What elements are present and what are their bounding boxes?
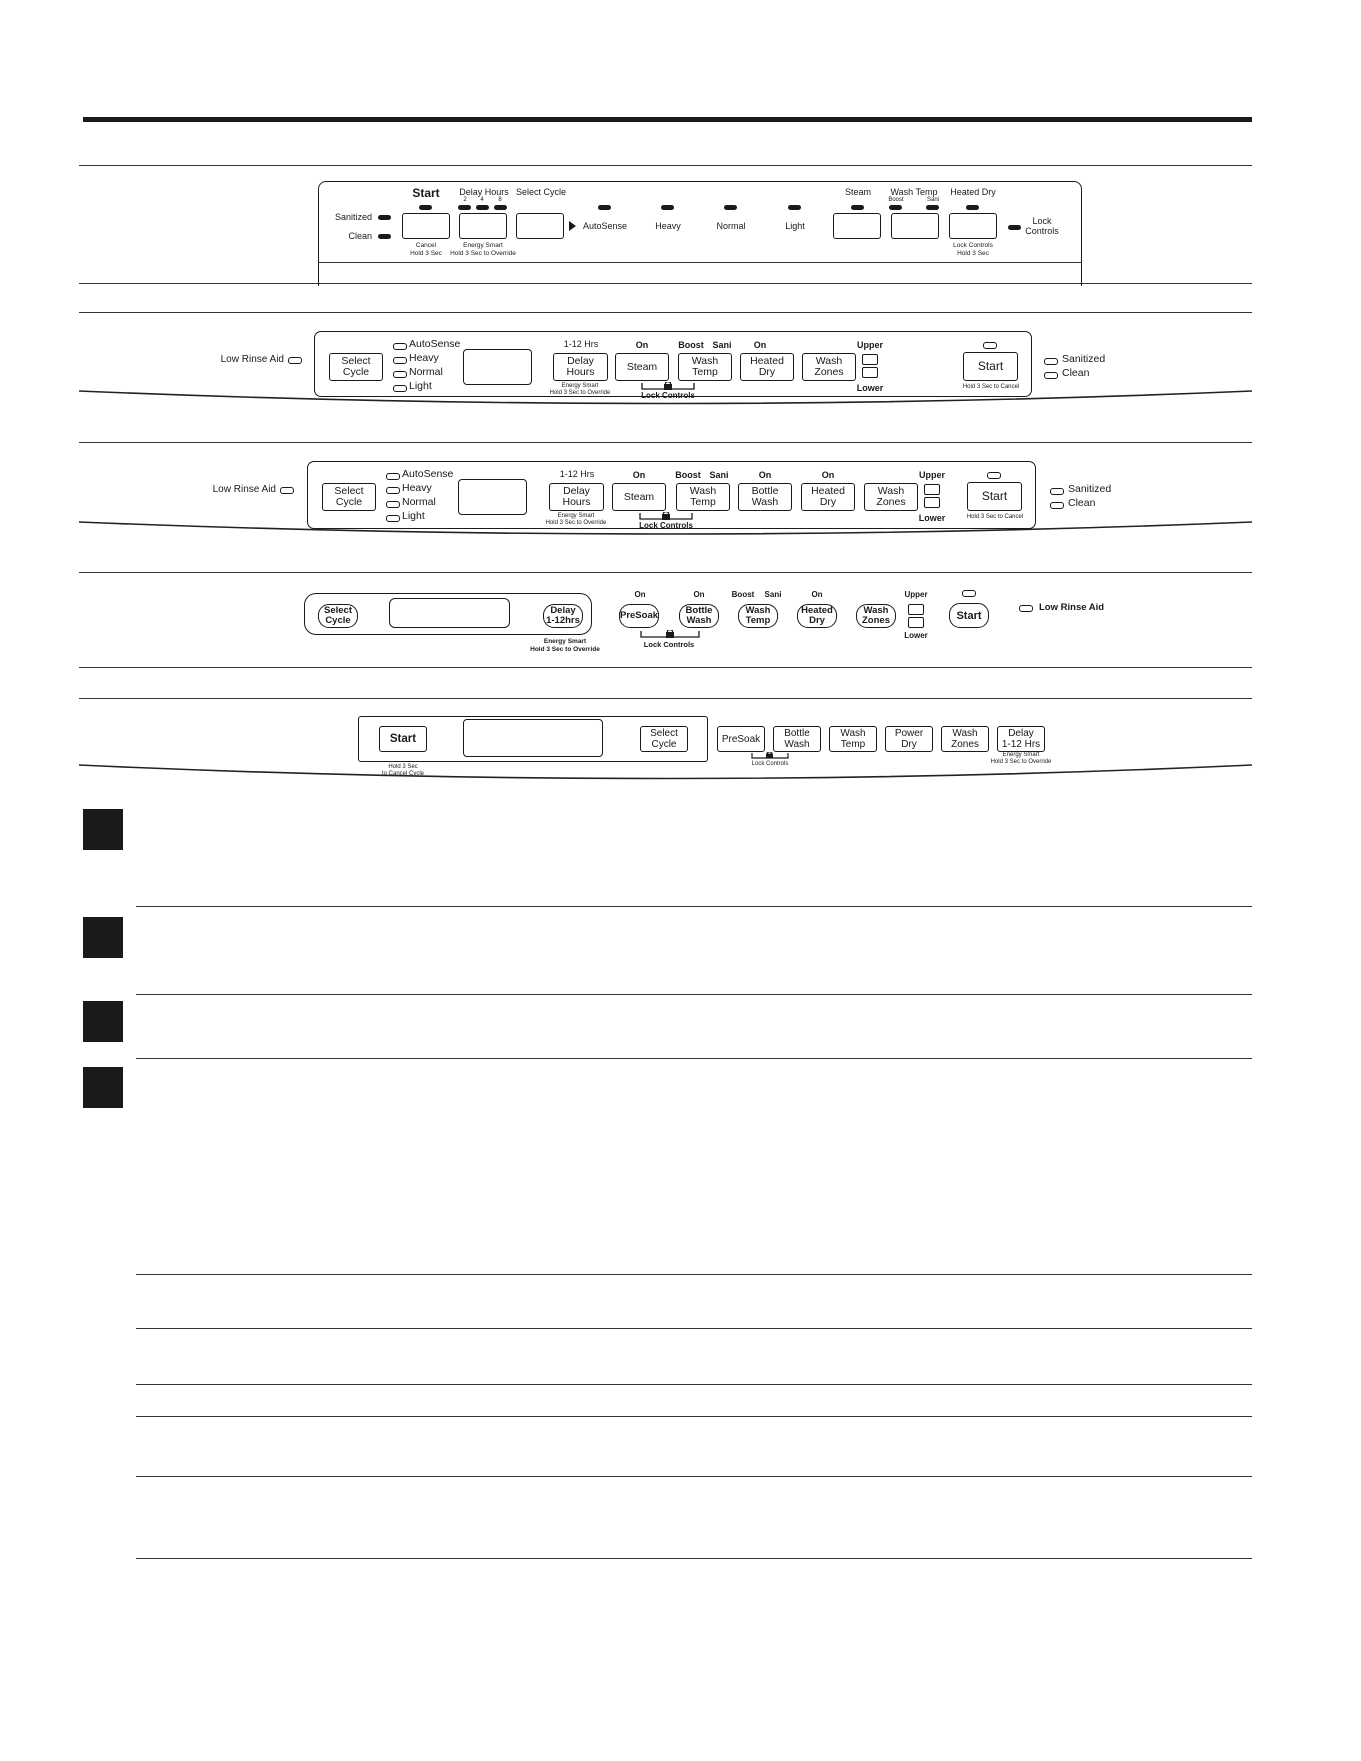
heavy-led: [393, 357, 407, 364]
wash-zones-line2: Zones: [951, 739, 979, 750]
sanitized-label: Sanitized: [1062, 353, 1106, 365]
delay-led-4: [476, 205, 489, 210]
upper-zone-box: [908, 604, 924, 615]
sanitized-led: [1044, 358, 1058, 365]
normal-led: [393, 371, 407, 378]
heated-dry-on-label: On: [811, 590, 823, 599]
delay-line1: Delay: [550, 605, 576, 616]
boost-label: Boost: [731, 590, 755, 599]
delay-line2: 1-12hrs: [546, 615, 580, 626]
heated-dry-button[interactable]: [797, 604, 837, 628]
wash-zones-line1: Wash: [877, 485, 905, 497]
wash-zones-line1: Wash: [952, 728, 978, 739]
normal-label: Normal: [409, 366, 443, 378]
delay-line2: Hours: [566, 366, 595, 378]
wash-zones-line1: Wash: [815, 355, 843, 367]
presoak-text: PreSoak: [721, 733, 761, 745]
lower-label: Lower: [918, 513, 946, 523]
delay-hours-button[interactable]: [549, 483, 604, 511]
presoak-on-label: On: [634, 590, 646, 599]
energy-hint-line1: Energy Smart: [1002, 752, 1040, 758]
autosense-led: [393, 343, 407, 350]
zone-indicator: [862, 354, 878, 378]
select-cycle-line2: Cycle: [325, 615, 351, 626]
sanitized-led: [378, 215, 391, 220]
presoak-text: PreSoak: [619, 610, 659, 621]
heated-dry-led: [966, 205, 979, 210]
delay-hours-label: Delay Hours: [459, 187, 509, 197]
display-window: [463, 349, 532, 385]
select-cycle-button[interactable]: [318, 604, 358, 628]
steam-on-label: On: [632, 470, 646, 480]
start-button[interactable]: [402, 213, 450, 239]
wash-temp-line2: Temp: [745, 615, 771, 626]
autosense-led: [598, 205, 611, 210]
steam-button[interactable]: [612, 483, 666, 511]
delay-button[interactable]: [997, 726, 1045, 752]
lower-zone-box: [862, 367, 878, 378]
hold-cancel-hint: [368, 764, 438, 778]
presoak-button[interactable]: [717, 726, 765, 752]
lock-controls-label: Lock Controls: [641, 391, 695, 400]
start-label: Start: [412, 186, 440, 200]
start-led: [419, 205, 432, 210]
lockctl-hint-line1: Lock Controls: [953, 242, 993, 249]
upper-label: Upper: [918, 470, 945, 480]
wash-temp-line1: Wash: [745, 605, 771, 616]
bottle-wash-line2: Wash: [751, 496, 779, 508]
wash-temp-line2: Temp: [690, 496, 716, 508]
delay-hours-button[interactable]: [459, 213, 507, 239]
delay-option-8: 8: [498, 197, 502, 203]
boost-led: [889, 205, 902, 210]
select-cycle-button[interactable]: [516, 213, 564, 239]
clean-label: Clean: [1062, 367, 1090, 379]
select-cycle-line2: Cycle: [335, 496, 363, 508]
wash-zones-line2: Zones: [814, 366, 844, 378]
delay-line2: Hours: [562, 496, 591, 508]
zone-indicator: [924, 484, 940, 508]
start-led: [987, 472, 1001, 479]
select-cycle-button[interactable]: [640, 726, 688, 752]
energy-smart-hint: [536, 513, 616, 527]
delay-led-8: [494, 205, 507, 210]
zone-indicator: [908, 604, 924, 628]
steam-on-label: On: [635, 340, 649, 350]
wash-zones-line1: Wash: [863, 605, 889, 616]
cancel-hint-line2: Hold 3 Sec: [410, 249, 442, 257]
autosense-label: AutoSense: [402, 468, 454, 480]
low-rinse-aid-label: Low Rinse Aid: [220, 354, 284, 365]
hold-cancel-line1: Hold 3 Sec: [388, 764, 418, 770]
hold-cancel-hint: Hold 3 Sec to Cancel: [966, 514, 1024, 520]
start-text: Start: [981, 489, 1008, 503]
light-led: [386, 515, 400, 522]
energy-smart-hint: [540, 383, 620, 397]
wash-temp-line1: Wash: [840, 728, 866, 739]
wash-zones-button[interactable]: [802, 353, 856, 381]
panel-inner-line: [319, 262, 1081, 263]
cancel-hint-line1: Cancel: [415, 242, 437, 249]
delay-line1: Delay: [563, 485, 590, 497]
start-led: [962, 590, 976, 597]
sani-label: Sani: [926, 197, 939, 203]
bottle-wash-button[interactable]: [738, 483, 792, 511]
energy-hint-line2: Hold 3 Sec to Override: [530, 645, 600, 653]
wash-zones-line2: Zones: [876, 496, 906, 508]
boost-label: Boost: [678, 340, 704, 350]
select-cycle-label: Select Cycle: [515, 187, 567, 197]
lock-controls-hint: [944, 242, 1002, 257]
start-button[interactable]: [967, 482, 1022, 511]
lock-led: [1008, 225, 1021, 230]
steam-button[interactable]: [833, 213, 881, 239]
autosense-label: AutoSense: [582, 221, 628, 231]
display-window: [458, 479, 527, 515]
heated-dry-line2: Dry: [819, 496, 837, 508]
low-rinse-aid-led: [1019, 605, 1033, 612]
wash-zones-line2: Zones: [862, 615, 890, 626]
bottle-wash-line1: Bottle: [685, 605, 713, 616]
energy-hint-line1: Energy Smart: [543, 638, 587, 645]
clean-led: [378, 234, 391, 239]
wash-temp-line2: Temp: [840, 739, 866, 750]
bottle-wash-line2: Wash: [686, 615, 712, 626]
start-text: Start: [389, 732, 417, 745]
bottle-wash-line1: Bottle: [784, 728, 810, 739]
bottle-wash-button[interactable]: [773, 726, 821, 752]
heated-dry-on-label: On: [821, 470, 835, 480]
sanitized-label: Sanitized: [1068, 483, 1112, 495]
heated-dry-line1: Heated: [750, 355, 784, 367]
lock-controls-label: Lock Controls: [639, 521, 693, 530]
upper-zone-box: [862, 354, 878, 365]
bottle-wash-line1: Bottle: [751, 485, 779, 497]
boost-label: Boost: [888, 197, 904, 203]
normal-led: [724, 205, 737, 210]
wash-temp-button[interactable]: [678, 353, 732, 381]
wash-temp-line2: Temp: [692, 366, 718, 378]
delay-range-label: 1-12 Hrs: [563, 339, 599, 349]
heavy-label: Heavy: [402, 482, 432, 494]
start-button[interactable]: [949, 603, 989, 628]
upper-zone-box: [924, 484, 940, 495]
upper-label: Upper: [856, 340, 883, 350]
wash-temp-button[interactable]: [891, 213, 939, 239]
heavy-label: Heavy: [655, 221, 681, 231]
delay-led-2: [458, 205, 471, 210]
heated-dry-line2: Dry: [758, 366, 776, 378]
delay-line1: Delay: [1008, 728, 1034, 739]
lockctl-hint-line2: Hold 3 Sec: [957, 249, 989, 257]
normal-led: [386, 501, 400, 508]
sanitized-label: Sanitized: [334, 212, 372, 222]
hold-cancel-hint: Hold 3 Sec to Cancel: [962, 384, 1020, 390]
heated-dry-line1: Heated: [801, 605, 833, 616]
delay-option-2: 2: [463, 197, 467, 203]
energy-hint-line1: Energy Smart: [557, 513, 595, 519]
heavy-label: Heavy: [409, 352, 439, 364]
wash-zones-button[interactable]: [864, 483, 918, 511]
light-label: Light: [409, 380, 432, 392]
wash-temp-button[interactable]: [829, 726, 877, 752]
delay-hours-button[interactable]: [553, 353, 608, 381]
delay-option-4: 4: [480, 197, 484, 203]
heated-dry-button[interactable]: [949, 213, 997, 239]
select-cycle-line2: Cycle: [651, 739, 677, 750]
autosense-label: AutoSense: [409, 338, 461, 350]
wash-temp-label: Wash Temp: [890, 187, 938, 197]
heavy-led: [661, 205, 674, 210]
normal-label: Normal: [402, 496, 436, 508]
sani-label: Sani: [712, 340, 732, 350]
energy-smart-hint: [515, 638, 615, 653]
start-button[interactable]: [379, 726, 427, 752]
light-label: Light: [402, 510, 425, 522]
energy-hint-line2: Hold 3 Sec to Override: [450, 249, 516, 257]
heavy-led: [386, 487, 400, 494]
upper-label: Upper: [904, 590, 928, 599]
wash-temp-button[interactable]: [676, 483, 730, 511]
heated-dry-line1: Heated: [811, 485, 845, 497]
energy-hint-line2: Hold 3 Sec to Override: [990, 759, 1052, 765]
low-rinse-aid-label: Low Rinse Aid: [212, 484, 276, 495]
power-dry-line2: Dry: [901, 739, 917, 750]
wash-temp-line1: Wash: [689, 485, 717, 497]
energy-smart-hint: [444, 242, 522, 257]
clean-led: [1050, 502, 1064, 509]
clean-label: Clean: [348, 231, 372, 241]
bottle-wash-on-label: On: [758, 470, 772, 480]
energy-smart-hint: [981, 752, 1061, 766]
heated-dry-button[interactable]: [801, 483, 855, 511]
lower-zone-box: [924, 497, 940, 508]
select-cycle-line2: Cycle: [342, 366, 370, 378]
select-cycle-line1: Select: [334, 485, 364, 497]
wash-temp-button[interactable]: [738, 604, 778, 628]
wash-temp-line1: Wash: [691, 355, 719, 367]
heated-dry-button[interactable]: [740, 353, 794, 381]
select-cycle-line1: Select: [341, 355, 371, 367]
heated-dry-label: Heated Dry: [950, 187, 996, 197]
lock-controls-label: [1022, 216, 1062, 236]
lower-label: Lower: [904, 631, 928, 640]
select-cycle-line1: Select: [324, 605, 352, 616]
delay-range-label: 1-12 Hrs: [559, 469, 595, 479]
clean-label: Clean: [1068, 497, 1096, 509]
presoak-button[interactable]: [619, 604, 659, 628]
low-rinse-aid-label: Low Rinse Aid: [1039, 602, 1105, 613]
lock-label-line2: Controls: [1025, 226, 1059, 236]
steam-text: Steam: [626, 360, 658, 373]
steam-label: Steam: [844, 187, 871, 197]
select-cycle-line1: Select: [650, 728, 678, 739]
start-text: Start: [956, 609, 982, 622]
energy-hint-line1: Energy Smart: [561, 383, 599, 389]
start-text: Start: [977, 359, 1004, 373]
start-led: [983, 342, 997, 349]
energy-hint-line1: Energy Smart: [463, 242, 503, 249]
display-window: [463, 719, 603, 757]
energy-hint-line2: Hold 3 Sec to Override: [545, 520, 607, 526]
lock-controls-label: Lock Controls: [751, 761, 789, 767]
heated-dry-on-label: On: [753, 340, 767, 350]
lock-label-line1: Lock: [1032, 216, 1052, 226]
low-rinse-aid-led: [280, 487, 294, 494]
steam-text: Steam: [623, 490, 655, 503]
clean-led: [1044, 372, 1058, 379]
energy-hint-line2: Hold 3 Sec to Override: [549, 390, 611, 396]
light-led: [393, 385, 407, 392]
sani-label: Sani: [764, 590, 782, 599]
bottle-wash-on-label: On: [693, 590, 705, 599]
select-cycle-button[interactable]: [322, 483, 376, 511]
lock-controls-label: Lock Controls: [643, 640, 695, 649]
power-dry-line1: Power: [894, 728, 924, 739]
normal-label: Normal: [716, 221, 746, 231]
bottle-wash-button[interactable]: [679, 604, 719, 628]
hold-cancel-line2: to Cancel Cycle: [381, 771, 425, 777]
select-cycle-button[interactable]: [329, 353, 383, 381]
steam-button[interactable]: [615, 353, 669, 381]
lower-label: Lower: [856, 383, 884, 393]
bottle-wash-line2: Wash: [784, 739, 810, 750]
low-rinse-aid-led: [288, 357, 302, 364]
delay-line2: 1-12 Hrs: [1001, 739, 1041, 750]
lower-zone-box: [908, 617, 924, 628]
light-led: [788, 205, 801, 210]
light-label: Light: [785, 221, 805, 231]
autosense-led: [386, 473, 400, 480]
boost-label: Boost: [675, 470, 701, 480]
power-dry-button[interactable]: [885, 726, 933, 752]
delay-button[interactable]: [543, 604, 583, 628]
display-window: [389, 598, 510, 628]
sanitized-led: [1050, 488, 1064, 495]
sani-label: Sani: [709, 470, 729, 480]
sani-led: [926, 205, 939, 210]
delay-line1: Delay: [567, 355, 594, 367]
arrow-right-icon: [569, 221, 576, 231]
heated-dry-line2: Dry: [809, 615, 825, 626]
steam-led: [851, 205, 864, 210]
wash-zones-button[interactable]: [941, 726, 989, 752]
start-button[interactable]: [963, 352, 1018, 381]
wash-zones-button[interactable]: [856, 604, 896, 628]
